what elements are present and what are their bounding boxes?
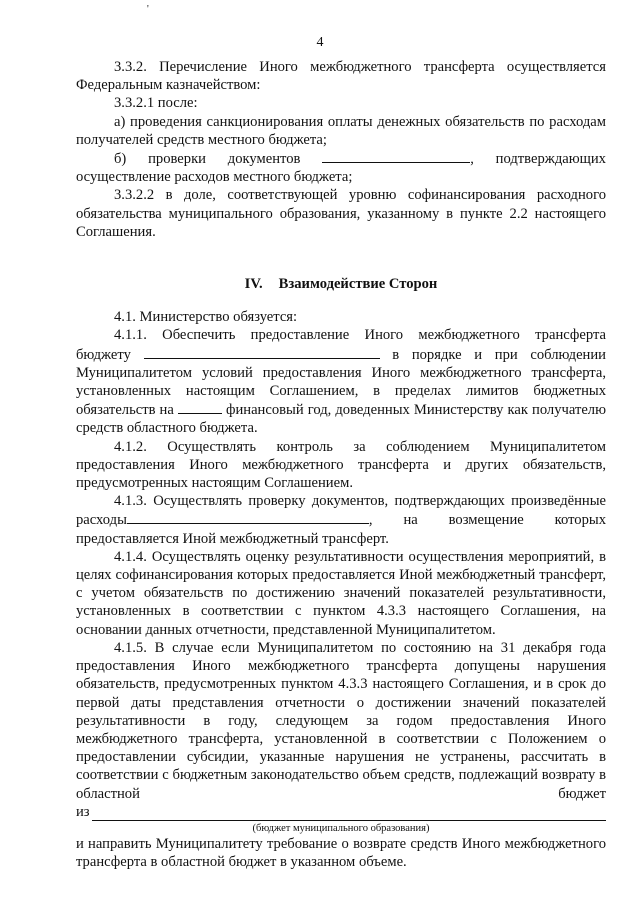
documents-blank-line	[322, 149, 470, 163]
expenses-blank-line	[127, 510, 369, 524]
paragraph-4-1: 4.1. Министерство обязуется:	[114, 309, 298, 326]
paragraph-3-3-2-1: 3.3.2.1 после:	[114, 95, 198, 112]
municipal-budget-line	[76, 803, 606, 821]
municipal-budget-caption: (бюджет муниципального образования)	[252, 822, 430, 834]
paragraph-a: а) проведения санкционирования оплаты денежных обязательств по расходам получателей средств местного бюджета;	[76, 113, 606, 148]
paragraph-4-1-1-part-b: в порядке и при соблюдении Муниципалитетом условий предоставления Иного межбюджетного трансферта, установленных настоящим Соглашением, в пределах лимитов бюджетных обязательств на	[76, 346, 606, 419]
paragraph-4-1-5-end: и направить Муниципалитету требование о возврате средств Иного межбюджетного трансферта в областной бюджет в указанном объеме.	[76, 835, 606, 871]
page-number: 4	[316, 35, 324, 50]
section-title: Взаимодействие Сторон	[278, 276, 438, 293]
paragraph-3-3-2: 3.3.2. Перечисление Иного межбюджетного трансферта осуществляется Федеральным казначейством:	[76, 59, 606, 94]
year-blank-line	[178, 400, 222, 414]
document-body	[76, 58, 606, 871]
paragraph-4-1-3-part-b: , на возмещение которых предоставляется Иной межбюджетный трансферт.	[76, 512, 606, 547]
paragraph-4-1-2: 4.1.2. Осуществлять контроль за соблюдением Муниципалитетом предоставления Иного межбюджетного трансферта и других обязательств, предусмотренных настоящим Соглашением.	[76, 438, 606, 492]
paragraph-b	[76, 149, 606, 186]
paragraph-4-1-4: 4.1.4. Осуществлять оценку результативности осуществления мероприятий, в целях софинансирования которых предоставляется Иной межбюджетный трансферт, с учетом обязательств по достижению значений показателей результативности, установленных в соответствии с пунктом 4.3.3 настоящего Соглашения, на основании данных отчетности, представленной Муниципалитетом.	[76, 548, 606, 638]
from-label: из	[76, 803, 90, 820]
paragraph-4-1-5: 4.1.5. В случае если Муниципалитетом по состоянию на 31 декабря года предоставления Иного межбюджетного трансферта допущены нарушения обязательств, предусмотренных пунктом 4.3.3 настоящего Соглашения, и в срок до первой даты представления отчетности о достижении значений показателей результативности в году, следующем за годом предоставления Иного межбюджетного трансферта, установленной в соответствии с Положением о предоставлении субсидии, указанные нарушения не устранены, рассчитать в соответствии с бюджетным законодательство объем средств, подлежащий возврату в областной бюджет	[76, 639, 606, 802]
paragraph-4-1-1-part-c: финансовый год, доведенных Министерству как получателю средств областного бюджета.	[76, 402, 606, 437]
paragraph-b-end: , подтверждающих осуществление расходов местного бюджета;	[76, 151, 606, 186]
paragraph-4-1-1	[76, 326, 606, 437]
paragraph-b-start: б) проверки документов	[114, 151, 301, 168]
section-number: IV.	[244, 276, 263, 293]
paragraph-4-1-3-part-a: 4.1.3. Осуществлять проверку документов, подтверждающих произведённые расходы	[76, 493, 606, 529]
budget-blank-line	[144, 345, 380, 359]
paragraph-3-3-2-2: 3.3.2.2 в доле, соответствующей уровню софинансирования расходного обязательства муниципального образования, указанному в пункте 2.2 настоящего Соглашения.	[76, 187, 606, 240]
stray-mark: '	[147, 4, 149, 15]
paragraph-4-1-3	[76, 492, 606, 548]
municipal-budget-blank	[92, 807, 606, 821]
paragraph-4-1-1-part-a: 4.1.1. Обеспечить предоставление Иного межбюджетного трансферта бюджету	[76, 327, 606, 363]
section-heading	[76, 275, 606, 293]
